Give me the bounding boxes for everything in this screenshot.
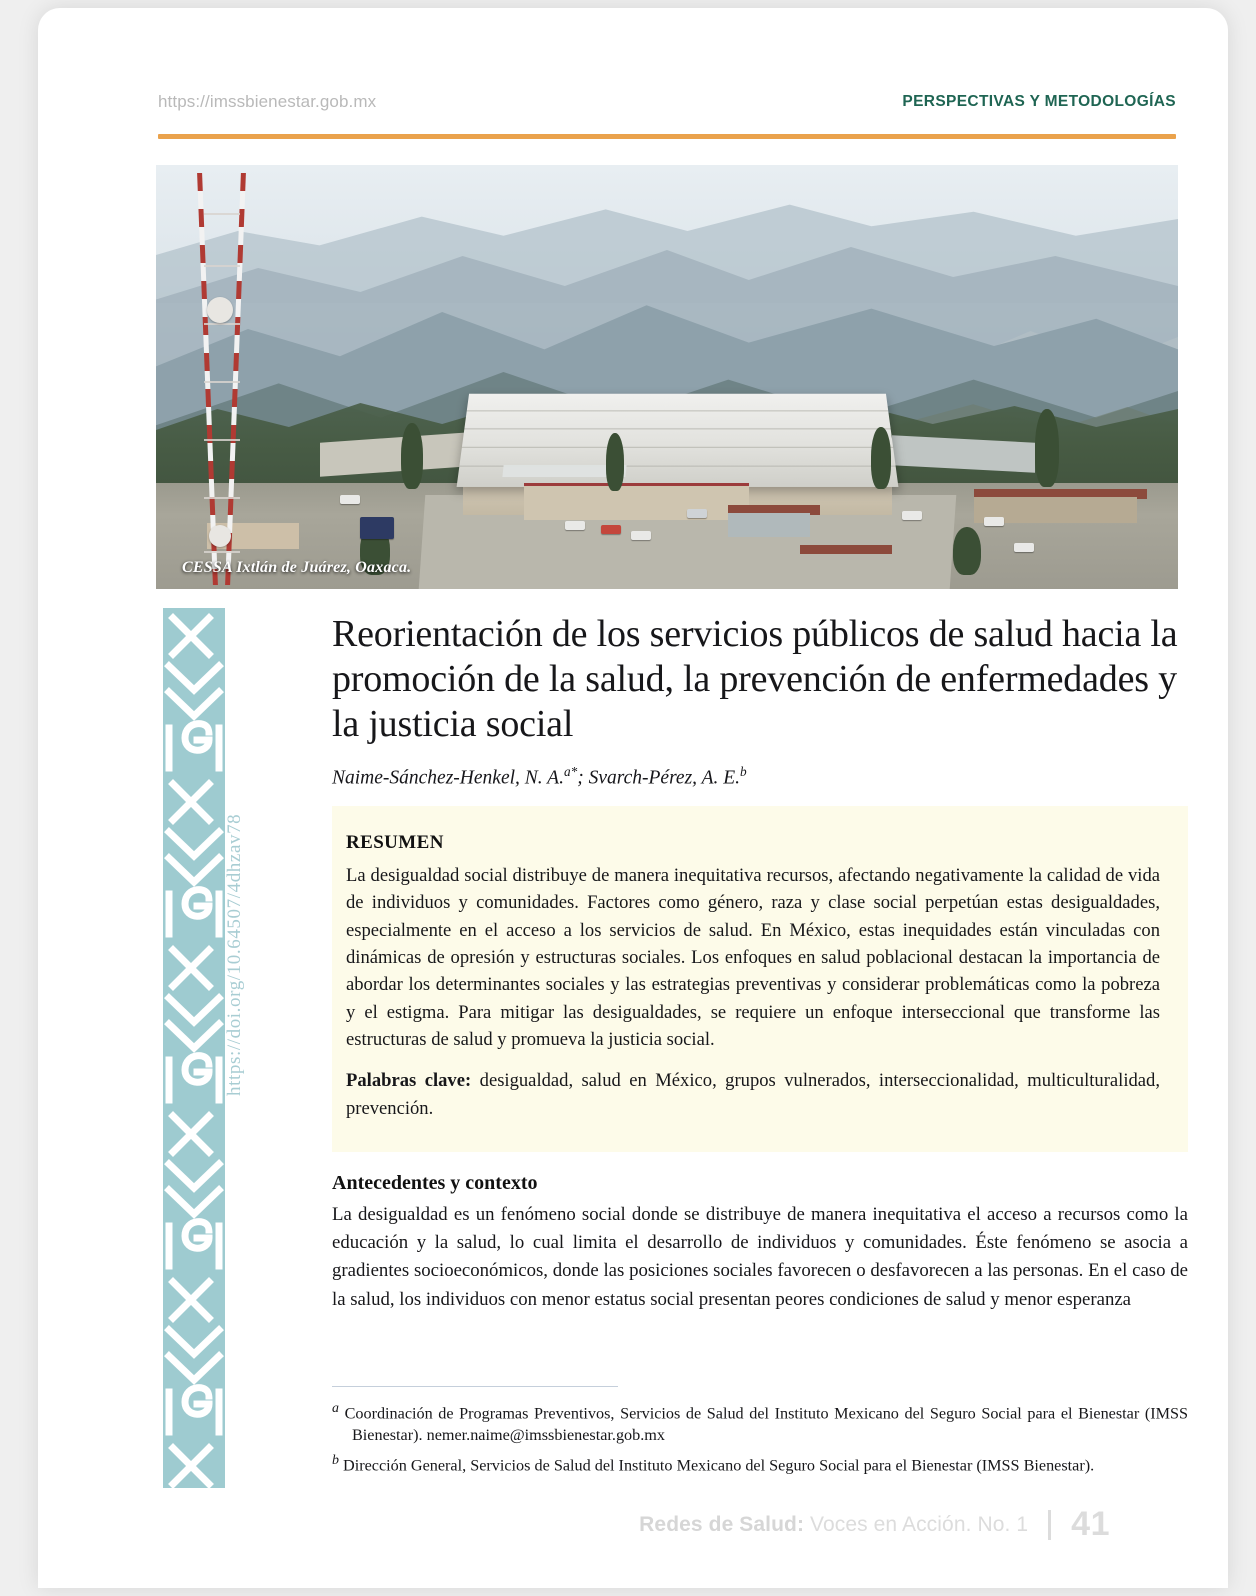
page-footer bbox=[639, 1505, 1110, 1544]
keywords bbox=[346, 1067, 1160, 1122]
photo-tree bbox=[1035, 409, 1059, 487]
photo-vehicle bbox=[1014, 543, 1034, 552]
author-1-name: Naime-Sánchez-Henkel, N. A. bbox=[332, 767, 564, 789]
article-column bbox=[332, 612, 1188, 1314]
photo-vehicle bbox=[565, 521, 585, 530]
footnote-b bbox=[332, 1452, 1188, 1477]
journal-line bbox=[639, 1513, 1028, 1537]
photo-vehicle bbox=[340, 495, 360, 504]
article-title: Reorientación de los servicios públicos de salud hacia la promoción de la salud, la prevención de enfermedades y la justicia social bbox=[332, 613, 1178, 745]
journal-issue: Voces en Acción. No. 1 bbox=[804, 1512, 1029, 1536]
photo-tree bbox=[953, 527, 981, 575]
footnote-rule bbox=[332, 1386, 618, 1387]
photo-vehicle bbox=[984, 517, 1004, 526]
keywords-text: desigualdad, salud en México, grupos vulnerados, interseccionalidad, multiculturalidad, prevención. bbox=[346, 1070, 1160, 1119]
footnotes bbox=[332, 1400, 1188, 1483]
running-head bbox=[158, 92, 1176, 122]
author-list: Naime-Sánchez-Henkel, N. A.$^{a*}$; Svarch-Pérez, A. E.$^b$ bbox=[332, 764, 747, 789]
photo-antenna-dish-upper bbox=[207, 297, 233, 323]
photo-radio-tower bbox=[199, 173, 245, 585]
photo-roof-3 bbox=[800, 545, 892, 554]
photo-vehicle bbox=[902, 511, 922, 520]
footnote-a-mark: a bbox=[332, 1401, 339, 1416]
photo-outbuilding-2 bbox=[728, 513, 810, 537]
figure-caption: CESSA Ixtlán de Juárez, Oaxaca. bbox=[182, 559, 412, 576]
article-photo bbox=[156, 165, 1178, 589]
header-section-label: PERSPECTIVAS Y METODOLOGÍAS bbox=[902, 93, 1176, 110]
photo-vehicle bbox=[631, 531, 651, 540]
photo-tree bbox=[606, 433, 624, 491]
footnote-b-text: Dirección General, Servicios de Salud del Instituto Mexicano del Seguro Social para el Bienestar (IMSS Bienestar). bbox=[343, 1456, 1095, 1475]
photo-tree bbox=[871, 427, 891, 489]
footer-divider bbox=[1048, 1510, 1051, 1540]
abstract-heading: RESUMEN bbox=[346, 831, 444, 853]
abstract-text: La desigualdad social distribuye de manera inequitativa recursos, afectando negativamente la calidad de vida de individuos y comunidades. Factores como género, raza y clase social perpetúan estas desigualdades, especialmente en el acceso a los servicios de salud. En México, estas inequidades están vinculadas con dinámicas de opresión y estructuras sociales. Los enfoques en salud poblacional destacan la importancia de abordar los determinantes sociales y las estrategias preventivas y considerar problemáticas como la pobreza y el estigma. Para mitigar las desigualdades, se requiere un enfoque interseccional que transforme las estructuras de salud y promueva la justicia social. bbox=[346, 864, 1160, 1050]
author-2-marks: b bbox=[740, 764, 747, 780]
section-heading: Antecedentes y contexto bbox=[332, 1171, 538, 1194]
footnote-b-mark: b bbox=[332, 1453, 339, 1469]
author-2-name: Svarch-Pérez, A. E. bbox=[588, 767, 741, 789]
header-url[interactable]: https://imssbienestar.gob.mx bbox=[158, 92, 377, 111]
abstract-box bbox=[332, 806, 1188, 1152]
decorative-greek-key-band bbox=[163, 608, 225, 1488]
footnote-a-text: Coordinación de Programas Preventivos, Servicios de Salud del Instituto Mexicano del Seguro Social para el Bienestar (IMSS Bienestar). nemer.naime@imssbienestar.gob.mx bbox=[344, 1404, 1189, 1444]
doi-link[interactable]: https://doi.org/10.64507/4dhzav78 bbox=[224, 813, 245, 1096]
section-paragraph: La desigualdad es un fenómeno social donde se distribuye de manera inequitativa el acceso a recursos como la educación y la salud, lo cual limita el desarrollo de individuos y comunidades. Éste fenómeno se asocia a gradientes socioeconómicos, donde las posiciones sociales favorecen o desfavorecen a las personas. En el caso de la salud, los individuos con menor estatus social presentan peores condiciones de salud y menor esperanza bbox=[332, 1203, 1188, 1310]
photo-clinic-entrance bbox=[524, 483, 749, 520]
photo-vehicle bbox=[360, 517, 394, 539]
footnote-a bbox=[332, 1400, 1188, 1446]
document-page bbox=[38, 8, 1228, 1588]
journal-name: Redes de Salud: bbox=[639, 1512, 805, 1536]
header-rule bbox=[158, 134, 1176, 139]
photo-antenna-dish-lower bbox=[209, 525, 231, 547]
keywords-label: Palabras clave: bbox=[346, 1070, 472, 1092]
page-number: 41 bbox=[1071, 1505, 1110, 1543]
photo-tree bbox=[401, 423, 423, 489]
photo-vehicle bbox=[601, 525, 621, 534]
author-1-marks: a* bbox=[563, 764, 578, 780]
photo-vehicle bbox=[687, 509, 707, 518]
